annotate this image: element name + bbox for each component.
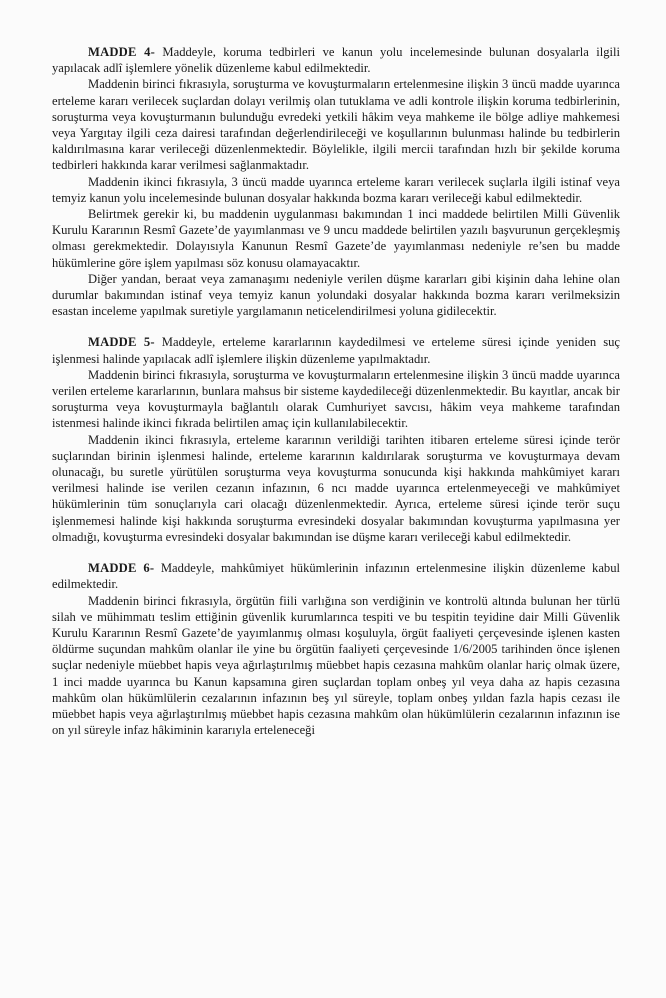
article-paragraph: Belirtmek gerekir ki, bu maddenin uygulanması bakımından 1 inci maddede belirtilen Milli Güvenlik Kurulu Kararının Resmî Gazete’de yayımlanması ve 9 uncu maddede belirtilen yazılı başvurunun gerçekleşmiş olması gerekmektedir. Dolayısıyla Kanunun Resmî Gazete’de yayımlanması nedeniyle re’sen bu madde hükümlerine göre işlem yapılması söz konusu olamayacaktır. (52, 207, 620, 270)
article-madde-5 (52, 334, 620, 545)
article-paragraph: Maddenin ikinci fıkrasıyla, 3 üncü madde uyarınca erteleme kararı verilecek suçlarla ilgili istinaf veya temyiz kanun yolu incelemesinde bulunan dosyalar hakkında bozma kararı verileceği kabul edilmektedir. (52, 174, 620, 205)
article-heading: MADDE 4- (88, 45, 156, 59)
article-heading: MADDE 6- (88, 561, 155, 576)
article-intro-text: Maddeyle, koruma tedbirleri ve kanun yolu incelemesinde bulunan dosyalarla ilgili yapılacak adlî işlemlere yönelik düzenleme kabul edilmektedir. (52, 45, 621, 76)
article-paragraph: Maddenin birinci fıkrasıyla, soruşturma ve kovuşturmaların ertelenmesine ilişkin 3 üncü madde uyarınca erteleme kararı verilecek suçlardan dolayı verilmiş olan tutuklama ve adli kontrole ilişkin koruma tedbirlerinin, soruşturma veya kovuşturmanın bulunduğu evredeki yetkili hâkim veya mahkeme ile bölge adliye mahkemesi veya Yargıtay ilgili ceza dairesi tarafından değerlendirileceği ve koşullarının bulunması halinde bu tedbirlerin kaldırılmasına karar verileceği düzenlenmektedir. Böylelikle, ilgili mercii tarafından hızlı bir şekilde koruma tedbirleri hakkında karar verilmesi sağlanmaktadır. (52, 77, 620, 173)
article-paragraph: Maddenin birinci fıkrasıyla, soruşturma ve kovuşturmaların ertelenmesine ilişkin 3 üncü madde uyarınca verilen erteleme kararlarının, bunlara mahsus bir sisteme kaydedileceği düzenlenmektedir. Bu kayıtlar, ancak bir soruşturma veya kovuşturmayla bağlantılı olarak Cumhuriyet savcısı, hâkim veya mahkeme tarafından istenmesi halinde ikinci fıkrada belirtilen amaç için kullanılabilecektir. (52, 367, 620, 431)
article-paragraph: Diğer yandan, beraat veya zamanaşımı nedeniyle verilen düşme kararları gibi kişinin daha lehine olan durumlar bakımından istinaf veya temyiz kanun yolundaki dosyalar hakkında bozma kararı verilmeksizin esastan inceleme yapılmak suretiyle yargılamanın neticelendirilmesi yoluna gidilecektir. (52, 271, 620, 319)
article-heading: MADDE 5- (88, 335, 155, 350)
article-intro-text: Maddeyle, mahkûmiyet hükümlerinin infazının ertelenmesine ilişkin düzenleme kabul edilmektedir. (52, 561, 621, 592)
article-paragraph (52, 560, 620, 592)
article-madde-4 (52, 44, 620, 319)
article-paragraph: Maddenin ikinci fıkrasıyla, erteleme kararının verildiği tarihten itibaren erteleme süresi içinde terör suçlarından birinin işlenmesi halinde, erteleme kararının kaldırılarak soruşturma ve kovuşturmaya devam olunacağı, bu suretle yürütülen soruşturma veya kovuşturma sonucunda kişi hakkında mahkûmiyet kararı verilmesi halinde ise verilen cezanın infazının, 6 ncı madde uyarınca ertelenmeyeceği ve mahkûmiyet hükümlerinin tüm sonuçlarıyla cari olacağı düzenlenmektedir. Ayrıca, erteleme süresi içinde terör suçu işlenmemesi halinde kişi hakkında soruşturma evresindeki dosyalar bakımından kovuşturma yapılmasına yer olmadığı, kovuşturma evresindeki dosyalar bakımından ise düşme kararı verileceği kabul edilmektedir. (52, 432, 620, 544)
article-madde-6 (52, 560, 620, 738)
article-intro-text: Maddeyle, erteleme kararlarının kaydedilmesi ve erteleme süresi içinde yeniden suç işlenmesi halinde yapılacak adlî işlemlere ilişkin düzenleme yapılmaktadır. (52, 335, 621, 366)
article-paragraph: Maddenin birinci fıkrasıyla, örgütün fiili varlığına son verdiğinin ve kontrolü altında bulunan her türlü silah ve mühimmatı teslim ettiğinin güvenlik kurumlarınca tespiti ve bu tespitin teyidine dair Milli Güvenlik Kurulu Kararının Resmî Gazete’de yayımlanmış olması koşuluyla, örgüt faaliyeti çerçevesinde işlenen kasten öldürme suçundan mahkûm olanlar ile yine bu örgütün faaliyeti çerçevesinde 1/6/2005 tarihinden önce işlenen suçlar nedeniyle müebbet hapis veya ağırlaştırılmış müebbet hapis cezasına mahkûm olanlar hariç olmak üzere, 1 inci madde uyarınca bu Kanun kapsamına giren suçlardan toplam onbeş yıl veya daha az hapis cezasına mahkûm olan hükümlülerin cezalarının infazının beş yıl süreyle, toplam onbeş yıldan fazla hapis cezası ile müebbet hapis veya ağırlaştırılmış müebbet hapis cezasına mahkûm olan hükümlülerin cezalarının infazının ise on yıl süreyle infaz hâkiminin kararıyla erteleneceği (52, 593, 620, 738)
article-paragraph (52, 44, 620, 76)
article-paragraph (52, 334, 620, 366)
